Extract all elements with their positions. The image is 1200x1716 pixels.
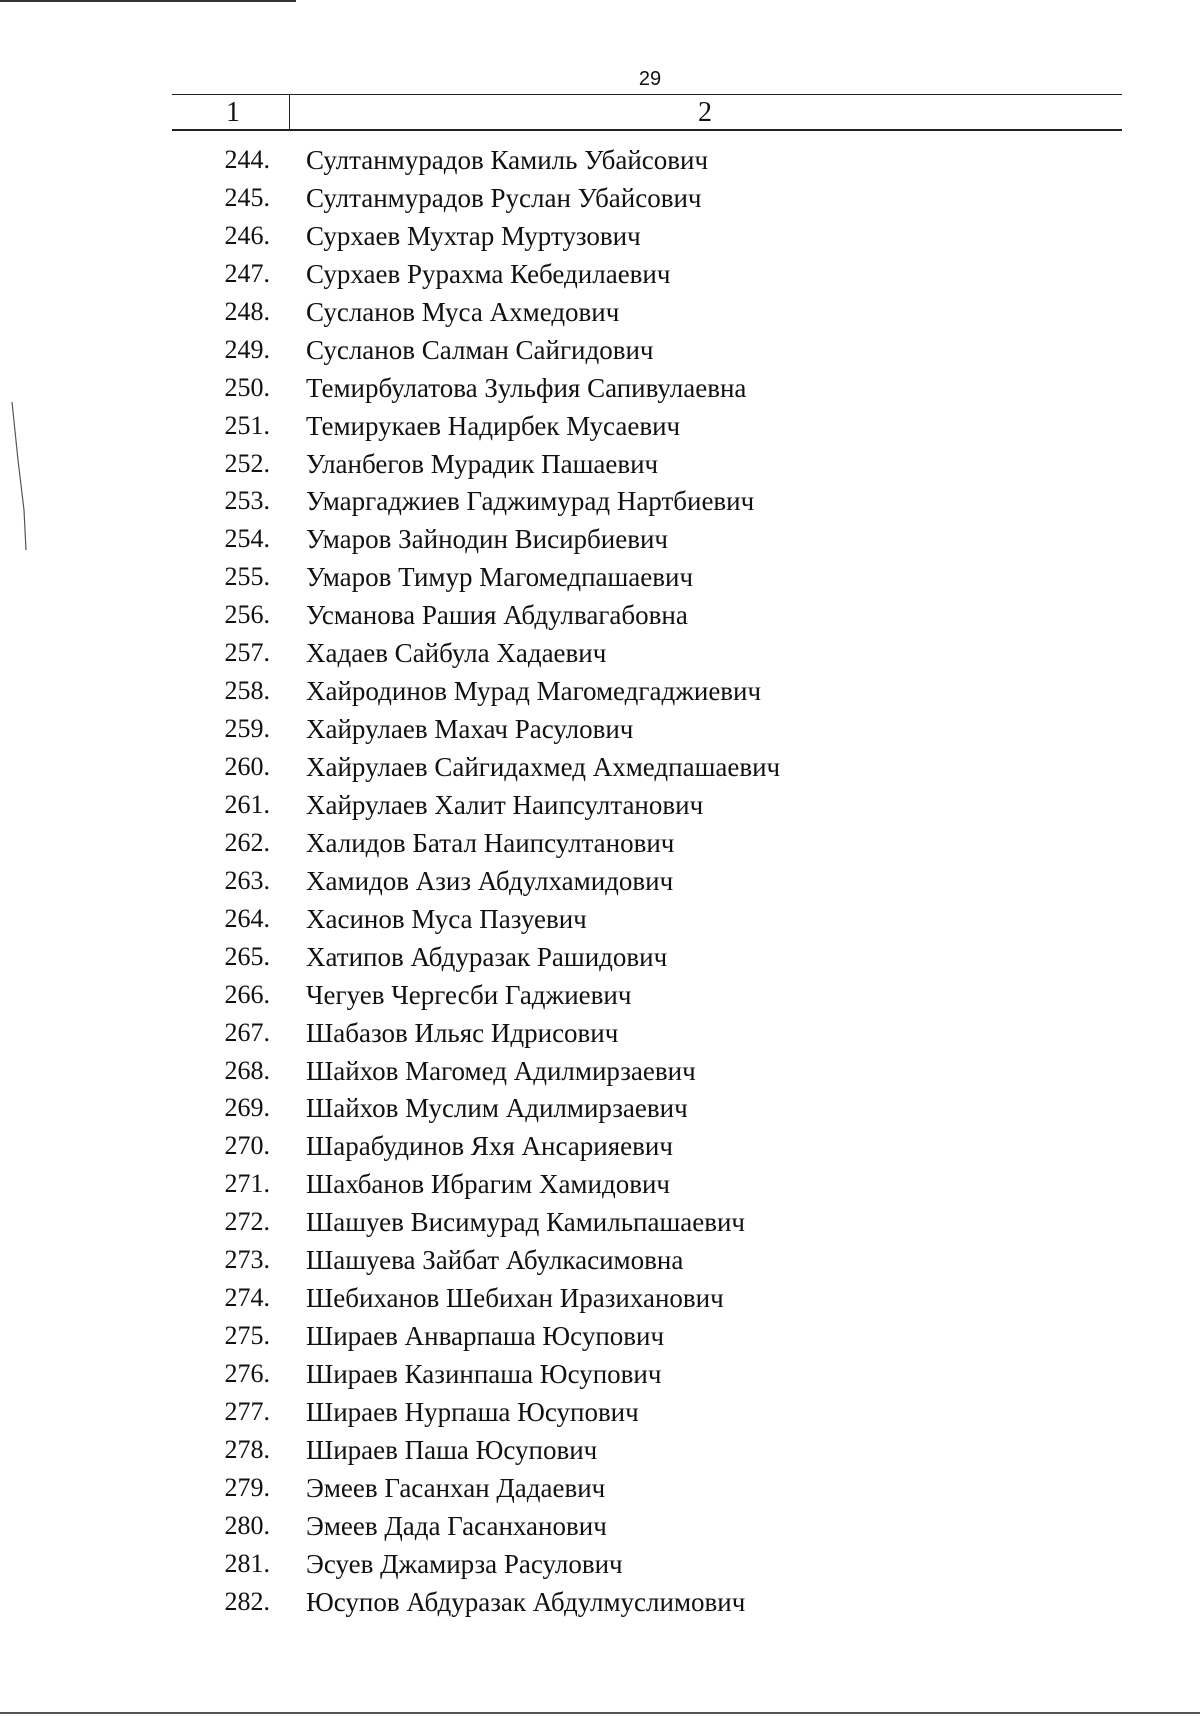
- row-number: 249.: [224, 334, 270, 364]
- person-name: Шашуева Зайбат Абулкасимовна: [306, 1245, 684, 1276]
- table-header-column-divider: [289, 95, 290, 129]
- table-row: [0, 710, 1200, 748]
- person-name: Хайрулаев Сайгидахмед Ахмедпашаевич: [306, 752, 781, 782]
- person-name: Усманова Рашия Абдулвагабовна: [306, 600, 688, 631]
- row-number: 253.: [224, 486, 270, 516]
- table-row: [0, 672, 1200, 710]
- table-row: [0, 1052, 1200, 1090]
- row-number: 256.: [224, 600, 270, 630]
- table-row: [0, 1431, 1200, 1469]
- person-name: Умаргаджиев Гаджимурад Нартбиевич: [306, 486, 755, 517]
- page-number: 29: [638, 68, 662, 90]
- row-number: 246.: [224, 220, 270, 250]
- person-name: Хайродинов Мурад Магомедгаджиевич: [306, 676, 762, 707]
- person-name: Хасинов Муса Пазуевич: [306, 903, 587, 934]
- person-name: Шабазов Ильяс Идрисович: [306, 1017, 619, 1048]
- person-name: Шираев Нурпаша Юсупович: [306, 1396, 639, 1427]
- person-name: Хадаев Сайбула Хадаевич: [306, 638, 607, 669]
- person-name: Шайхов Муслим Адилмирзаевич: [306, 1093, 688, 1124]
- name-list: [0, 141, 1200, 1621]
- table-row: [0, 786, 1200, 824]
- row-number: 267.: [224, 1017, 270, 1047]
- table-row: [0, 1014, 1200, 1052]
- row-number: 245.: [224, 182, 270, 212]
- table-row: [0, 862, 1200, 900]
- row-number: 254.: [224, 524, 270, 554]
- person-name: Юсупов Абдуразак Абдулмуслимович: [306, 1586, 746, 1617]
- row-number: 247.: [224, 258, 270, 288]
- table-row: [0, 596, 1200, 634]
- person-name: Хамидов Азиз Абдулхамидович: [306, 865, 674, 896]
- row-number: 257.: [224, 638, 270, 668]
- table-row: [0, 1545, 1200, 1583]
- table-row: [0, 1317, 1200, 1355]
- row-number: 255.: [224, 562, 270, 592]
- table-row: [0, 255, 1200, 293]
- person-name: Шайхов Магомед Адилмирзаевич: [306, 1055, 696, 1086]
- table-row: [0, 1279, 1200, 1317]
- row-number: 248.: [224, 296, 270, 326]
- table-row: [0, 141, 1200, 179]
- row-number: 281.: [224, 1548, 270, 1578]
- table-row: [0, 369, 1200, 407]
- row-number: 244.: [224, 145, 270, 174]
- row-number: 258.: [224, 676, 270, 706]
- row-number: 270.: [224, 1131, 270, 1161]
- scan-edge-bottom: [0, 1712, 1200, 1714]
- row-number: 269.: [224, 1093, 270, 1123]
- person-name: Султанмурадов Руслан Убайсович: [306, 182, 702, 213]
- scan-edge-top: [0, 0, 296, 2]
- row-number: 273.: [224, 1245, 270, 1275]
- person-name: Шарабудинов Яхя Ансарияевич: [306, 1131, 673, 1162]
- person-name: Шираев Анварпаша Юсупович: [306, 1321, 665, 1352]
- table-row: [0, 900, 1200, 938]
- person-name: Хайрулаев Халит Наипсултанович: [306, 789, 704, 820]
- row-number: 266.: [224, 979, 270, 1009]
- table-header-top-rule: [172, 94, 1122, 95]
- table-row: [0, 445, 1200, 483]
- table-row: [0, 1165, 1200, 1203]
- row-number: 268.: [224, 1055, 270, 1085]
- row-number: 250.: [224, 372, 270, 402]
- table-header-col-1: 1: [226, 97, 240, 128]
- row-number: 279.: [224, 1472, 270, 1502]
- row-number: 280.: [224, 1510, 270, 1540]
- person-name: Темирукаев Надирбек Мусаевич: [306, 410, 681, 441]
- row-number: 274.: [224, 1283, 270, 1313]
- row-number: 272.: [224, 1207, 270, 1237]
- table-row: [0, 1241, 1200, 1279]
- table-row: [0, 976, 1200, 1014]
- person-name: Сурхаев Рурахма Кебедилаевич: [306, 258, 671, 289]
- person-name: Халидов Батал Наипсултанович: [306, 827, 675, 858]
- person-name: Шираев Паша Юсупович: [306, 1434, 598, 1465]
- table-row: [0, 407, 1200, 445]
- person-name: Сусланов Салман Сайгидович: [306, 334, 654, 365]
- table-row: [0, 1355, 1200, 1393]
- table-row: [0, 520, 1200, 558]
- row-number: 263.: [224, 865, 270, 895]
- person-name: Темирбулатова Зульфия Сапивулаевна: [306, 372, 747, 403]
- table-row: [0, 293, 1200, 331]
- table-row: [0, 634, 1200, 672]
- table-row: [0, 1583, 1200, 1621]
- person-name: Эмеев Гасанхан Дадаевич: [306, 1472, 606, 1503]
- row-number: 264.: [224, 903, 270, 933]
- person-name: Шахбанов Ибрагим Хамидович: [306, 1169, 670, 1200]
- person-name: Султанмурадов Камиль Убайсович: [306, 145, 709, 175]
- row-number: 259.: [224, 714, 270, 744]
- person-name: Шираев Казинпаша Юсупович: [306, 1359, 662, 1389]
- row-number: 275.: [224, 1321, 270, 1351]
- row-number: 271.: [224, 1169, 270, 1199]
- row-number: 278.: [224, 1434, 270, 1464]
- person-name: Эсуев Джамирза Расулович: [306, 1548, 623, 1579]
- row-number: 261.: [224, 789, 270, 819]
- table-row: [0, 482, 1200, 520]
- row-number: 251.: [224, 410, 270, 440]
- row-number: 277.: [224, 1396, 270, 1426]
- person-name: Умаров Зайнодин Висирбиевич: [306, 524, 668, 555]
- person-name: Шашуев Висимурад Камильпашаевич: [306, 1207, 746, 1238]
- person-name: Сусланов Муса Ахмедович: [306, 296, 620, 327]
- table-row: [0, 179, 1200, 217]
- table-row: [0, 1089, 1200, 1127]
- person-name: Умаров Тимур Магомедпашаевич: [306, 562, 694, 593]
- table-row: [0, 748, 1200, 786]
- person-name: Эмеев Дада Гасанханович: [306, 1510, 607, 1541]
- person-name: Хатипов Абдуразак Рашидович: [306, 941, 668, 972]
- table-row: [0, 331, 1200, 369]
- row-number: 252.: [224, 448, 270, 478]
- table-row: [0, 1393, 1200, 1431]
- row-number: 276.: [224, 1359, 270, 1388]
- person-name: Хайрулаев Махач Расулович: [306, 714, 634, 745]
- row-number: 262.: [224, 827, 270, 857]
- table-row: [0, 1203, 1200, 1241]
- table-row: [0, 1469, 1200, 1507]
- row-number: 265.: [224, 941, 270, 971]
- table-header-bottom-rule: [172, 129, 1122, 131]
- table-row: [0, 1127, 1200, 1165]
- person-name: Шебиханов Шебихан Иразиханович: [306, 1283, 724, 1314]
- row-number: 260.: [224, 752, 270, 781]
- table-header-col-2: 2: [698, 97, 712, 128]
- person-name: Сурхаев Мухтар Муртузович: [306, 220, 641, 251]
- table-row: [0, 1507, 1200, 1545]
- table-row: [0, 824, 1200, 862]
- person-name: Уланбегов Мурадик Пашаевич: [306, 448, 659, 479]
- row-number: 282.: [224, 1586, 270, 1616]
- table-row: [0, 558, 1200, 596]
- table-row: [0, 938, 1200, 976]
- person-name: Чегуев Чергесби Гаджиевич: [306, 979, 632, 1010]
- table-row: [0, 217, 1200, 255]
